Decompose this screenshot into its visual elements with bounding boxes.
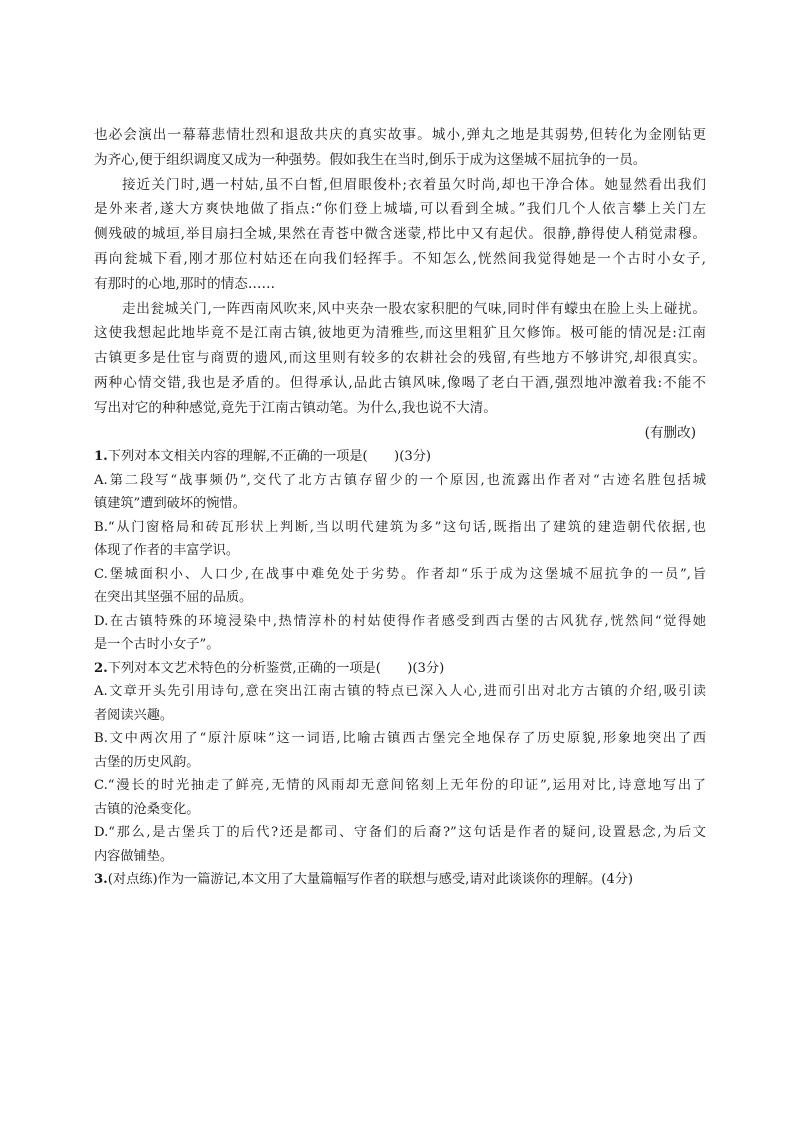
text-line: 再向瓮城下看,刚才那位村姑还在向我们轻挥手。不知怎么,恍然间我觉得她是一个古时小女子, [94, 250, 706, 267]
question-stem: 下列对本文相关内容的理解,不正确的一项是( )(3分) [107, 449, 432, 465]
passage [94, 123, 706, 445]
option-c-line: C.“漫长的时光抽走了鲜亮,无情的风雨却无意间铭刻上无年份的印证”,运用对比,诗意地写出了 [94, 778, 706, 794]
passage-paragraph [94, 297, 706, 421]
option-b-line: 体现了作者的丰富学识。 [94, 543, 240, 559]
option-b-line: 古堡的历史风韵。 [94, 754, 200, 770]
source-note: (有删改) [644, 424, 696, 441]
text-line: 走出瓮城关门,一阵西南风吹来,风中夹杂一股农家积肥的气味,同时伴有蠓虫在脸上头上碰扰。 [122, 300, 706, 317]
text-line: 写出对它的种种感觉,竟先于江南古镇动笔。为什么,我也说不大清。 [94, 399, 497, 416]
option-a-line: 者阅读兴趣。 [94, 707, 174, 723]
page-content [94, 123, 706, 892]
passage-paragraph [94, 123, 706, 173]
question-1 [94, 445, 706, 657]
option-a-line: 镇建筑”遭到破坏的惋惜。 [94, 496, 246, 512]
option-b-line: B.“从门窗格局和砖瓦形状上判断,当以明代建筑为多”这句话,既指出了建筑的建造朝代依据,也 [94, 519, 706, 535]
question-number: 3. [94, 872, 108, 888]
option-d-line: 内容做铺垫。 [94, 848, 174, 864]
text-line: 这使我想起此地毕竟不是江南古镇,彼地更为清雅些,而这里粗犷且欠修饰。极可能的情况是:江南 [94, 325, 706, 342]
question-2 [94, 657, 706, 869]
text-line: 是外来者,遂大方爽快地做了指点:“你们登上城墙,可以看到全城。”我们几个人依言攀上关门左 [94, 201, 706, 218]
option-d-line: D.“那么,是古堡兵丁的后代?还是都司、守备们的后裔?”这句话是作者的疑问,设置悬念,为后文 [94, 825, 706, 841]
text-line: 侧残破的城垣,举目扇扫全城,果然在青苍中微含迷蒙,栉比中又有起伏。很静,静得使人稍觉肃穆。 [94, 226, 706, 243]
option-c-line: 古镇的沧桑变化。 [94, 801, 200, 817]
text-line: 接近关门时,遇一村姑,虽不白皙,但眉眼俊朴;衣着虽欠时尚,却也干净合体。她显然看出我们 [122, 176, 706, 193]
option-a-line: A.第二段写“战事频仍”,交代了北方古镇存留少的一个原因,也流露出作者对“古迹名胜包括城 [94, 472, 706, 488]
option-c-line: C.堡城面积小、人口少,在战事中难免处于劣势。作者却“乐于成为这堡城不屈抗争的一员”,旨 [94, 566, 706, 582]
question-stem: (对点练)作为一篇游记,本文用了大量篇幅写作者的联想与感受,请对此谈谈你的理解。(4分) [107, 872, 634, 888]
text-line: 两种心情交错,我也是矛盾的。但得承认,品此古镇风味,像喝了老白干酒,强烈地冲激着我:不能不 [94, 374, 706, 391]
option-b-line: B.文中两次用了“原汁原味”这一词语,比喻古镇西古堡完全地保存了历史原貌,形象地突出了西 [94, 731, 706, 747]
option-d-line: 是一个古时小女子”。 [94, 637, 220, 653]
option-d-line: D.在古镇特殊的环境浸染中,热情淳朴的村姑使得作者感受到西古堡的古风犹存,恍然间“觉得她 [94, 613, 706, 629]
option-a-line: A.文章开头先引用诗句,意在突出江南古镇的特点已深入人心,进而引出对北方古镇的介绍,吸引读 [94, 684, 706, 700]
question-3 [94, 868, 706, 892]
option-c-line: 在突出其坚强不屈的品质。 [94, 590, 253, 606]
passage-paragraph [94, 173, 706, 297]
text-line: 有那时的心地,那时的情态…… [94, 275, 276, 292]
text-line: 也必会演出一幕幕悲情壮烈和退敌共庆的真实故事。城小,弹丸之地是其弱势,但转化为金刚钻更 [94, 127, 706, 143]
question-number: 2. [94, 660, 108, 676]
text-line: 古镇更多是仕宦与商贾的遗风,而这里则有较多的农耕社会的残留,有些地方不够讲究,却很真实。 [94, 350, 706, 367]
question-stem: 下列对本文艺术特色的分析鉴赏,正确的一项是( )(3分) [107, 660, 445, 676]
text-line: 为齐心,便于组织调度又成为一种强势。假如我生在当时,倒乐于成为这堡城不屈抗争的一员。 [94, 151, 647, 168]
question-number: 1. [94, 449, 108, 465]
